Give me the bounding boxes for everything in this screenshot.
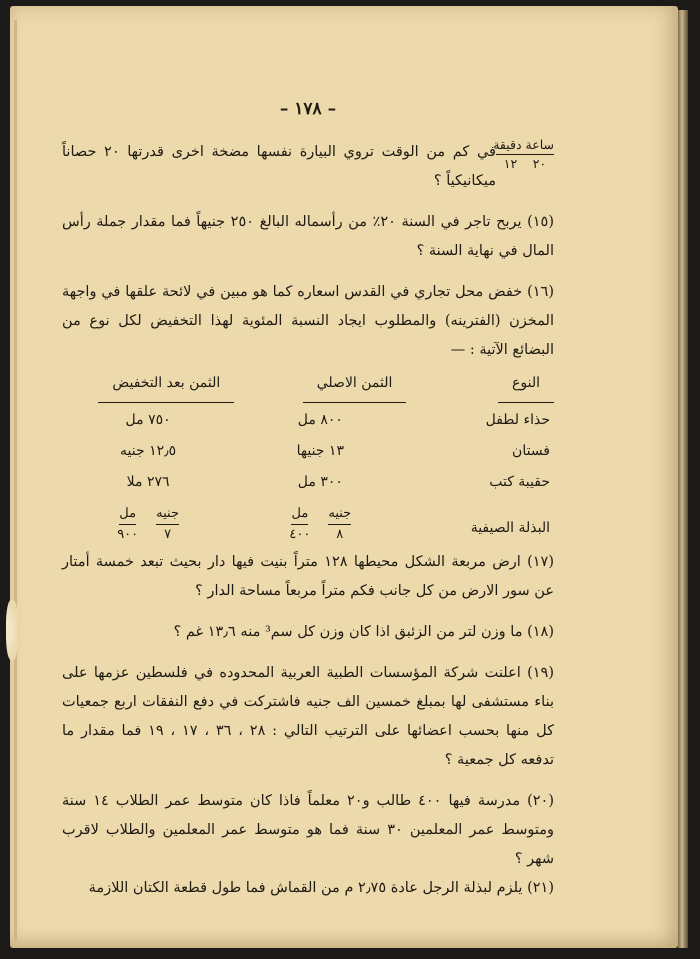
original-price: ٣٠٠ مل	[297, 474, 343, 490]
pound-value: ٨	[336, 527, 344, 542]
header-original-price: الثمن الاصلي	[303, 369, 407, 403]
header-reduced-price: الثمن بعد التخفيض	[98, 369, 234, 403]
item-type: حذاء لطفل	[485, 412, 550, 428]
intro-question-text: في كم من الوقت تروي البيارة نفسها مضخة اخرى قدرتها ٢٠ حصاناً ميكانيكياً ؟	[62, 144, 496, 189]
problem-20: (٢٠) مدرسة فيها ٤٠٠ طالب و٢٠ معلماً فاذا كان متوسط عمر الطلاب ١٤ سنة ومتوسط عمر المعلمين ٣٠ سنة فما هو متوسط عمر المعلمين والطلاب لاقرب شهر ؟	[62, 793, 554, 867]
table-row	[62, 498, 554, 544]
table-row	[62, 436, 554, 467]
item-type: البذلة الصيفية	[470, 520, 550, 536]
problem-17: (١٧) ارض مربعة الشكل محيطها ١٢٨ متراً بنيت فيها دار بحيث تبعد خمسة أمتار عن سور الارض من كل جانب فكم متراً مربعاً مساحة الدار ؟	[62, 554, 554, 599]
mil-value: ٤٠٠	[289, 527, 311, 542]
problem-21: (٢١) يلزم لبذلة الرجل عادة ٢٫٧٥ م من القماش فما طول قطعة الكتان اللازمة	[88, 880, 554, 896]
page-number: – ١٧٨ –	[279, 99, 337, 119]
hours-value: ٢٠	[532, 156, 547, 171]
problem-19: (١٩) اعلنت شركة المؤسسات الطبية العربية المحدوده في فلسطين عزمها على بناء مستشفى لها بمبلغ خمسين الف جنيه فاشتركت في دفع النفقات اربع جمعيات كل منها بحسب اعضائها على الترتيب التالي : ٢٨ ، ٣٦ ، ١٧ ، ١٩ فما مقدار ما تدفعه كل جمعية ؟	[62, 665, 554, 768]
minutes-value: ١٢	[503, 156, 518, 171]
mil-value: ٩٠٠	[117, 527, 139, 542]
problem-15: (١٥) يربح تاجر في السنة ٢٠٪ من رأسماله البالغ ٢٥٠ جنيهاً فما مقدار جملة رأس المال في نهاية السنة ؟	[62, 214, 554, 259]
reduced-price-mixed	[62, 498, 234, 544]
problem-16: (١٦) خفض محل تجاري في القدس اسعاره كما هو مبين في لائحة علقها في واجهة المخزن (الفترينه) والمطلوب ايجاد النسبة المئوية لهذا التخفيض لكل نوع من البضائع الآتية : —	[62, 284, 554, 358]
original-price: ١٣ جنيها	[296, 443, 344, 459]
time-units-fraction	[493, 137, 554, 171]
unit-pound-label: جنيه	[328, 506, 351, 525]
problem-18: (١٨) ما وزن لتر من الزئبق اذا كان وزن كل سم³ منه ١٣٫٦ غم ؟	[173, 624, 554, 640]
price-table	[62, 369, 554, 544]
header-type: النوع	[498, 369, 554, 403]
unit-mil-label: مل	[291, 506, 308, 525]
page-edge	[678, 10, 688, 948]
unit-mil-label: مل	[119, 506, 136, 525]
binding-edge	[14, 20, 17, 940]
minute-label: دقيقة	[493, 137, 522, 152]
item-type: فستان	[512, 443, 550, 459]
intro-question	[62, 138, 554, 196]
hour-label: ساعة	[525, 137, 554, 152]
reduced-price: ٢٧٦ ملا	[126, 474, 170, 490]
unit-pound-label: جنيه	[156, 506, 179, 525]
paper-tear	[6, 600, 18, 660]
reduced-price: ٧٥٠ مل	[125, 412, 171, 428]
original-price-mixed	[234, 498, 406, 544]
original-price: ٨٠٠ مل	[297, 412, 343, 428]
table-row	[62, 405, 554, 436]
reduced-price: ١٢٫٥ جنيه	[120, 443, 177, 459]
page-content	[62, 95, 554, 903]
pound-value: ٧	[164, 527, 172, 542]
item-type: حقيبة كتب	[489, 474, 550, 490]
table-row	[62, 467, 554, 498]
